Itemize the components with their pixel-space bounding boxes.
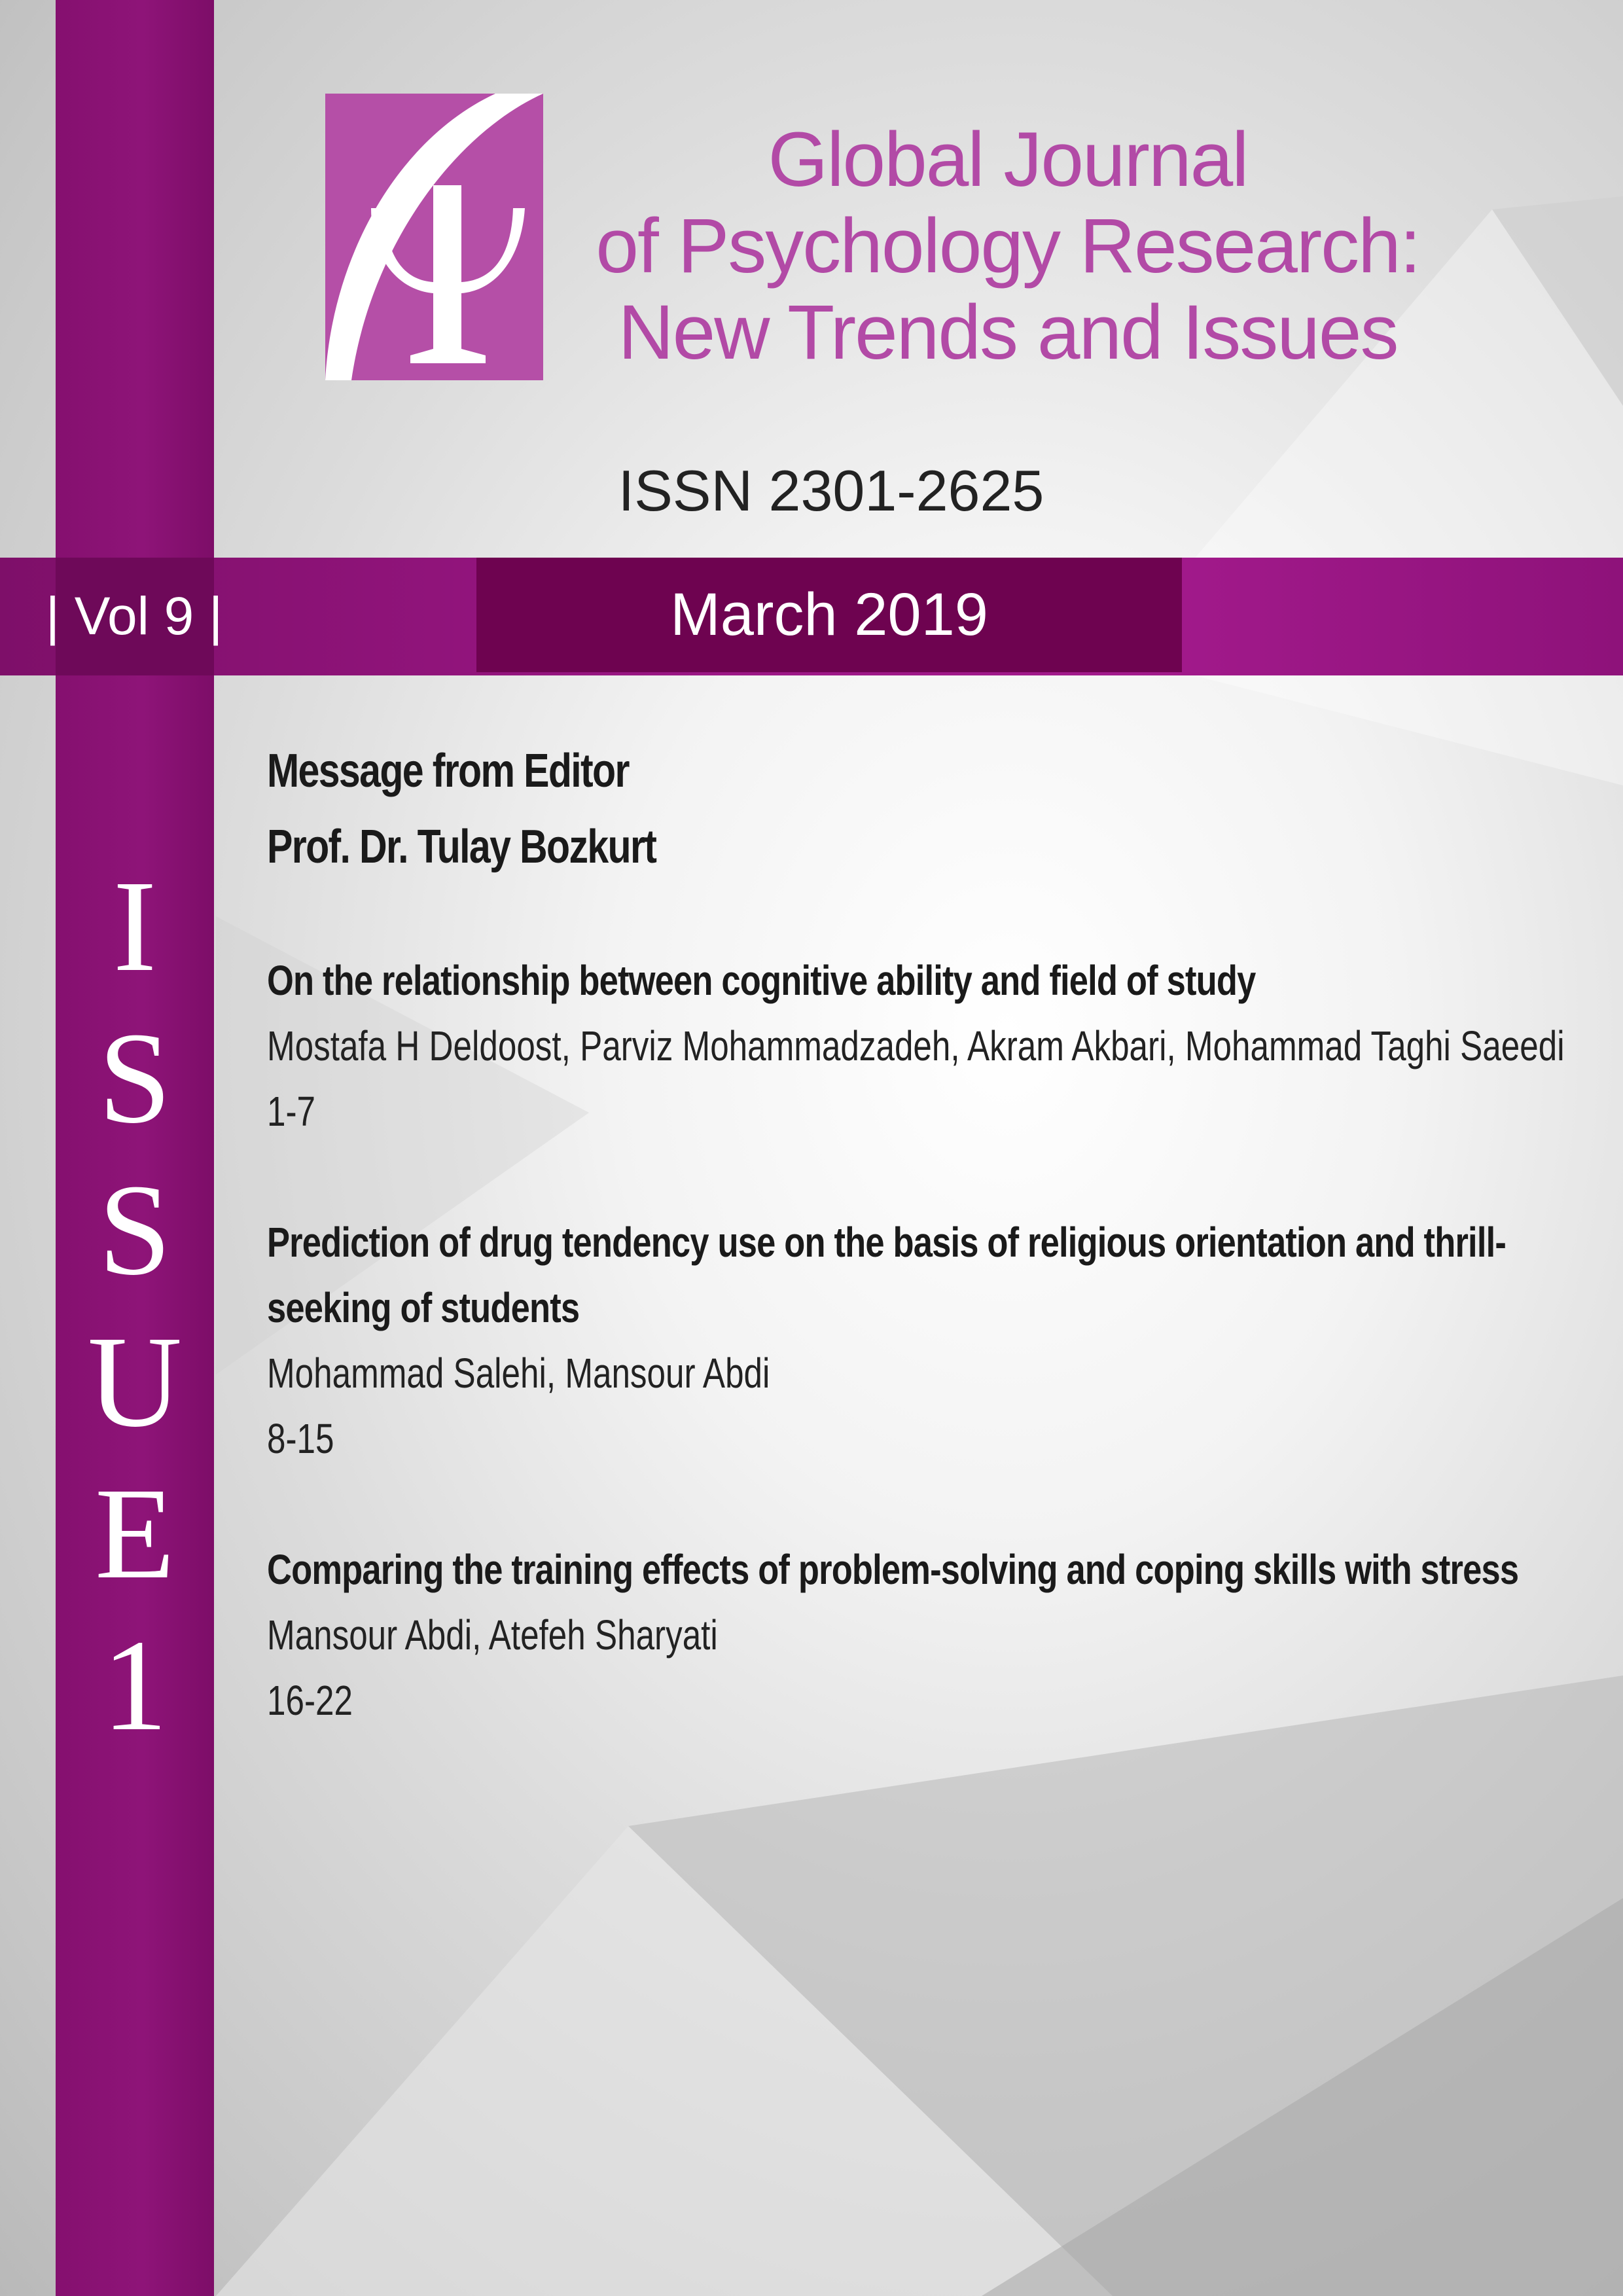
issue-number-vertical [56, 851, 214, 1762]
article-title: On the relationship between cognitive ability and field of study [267, 957, 1256, 1004]
article-authors: Mansour Abdi, Atefeh Sharyati [267, 1611, 718, 1659]
editor-name: Prof. Dr. Tulay Bozkurt [267, 821, 656, 873]
article-entry [267, 948, 1589, 1144]
article-pages: 16-22 [267, 1677, 353, 1724]
issn: ISSN 2301-2625 [618, 458, 1044, 523]
psi-icon [325, 94, 543, 380]
article-title: Prediction of drug tendency use on the basis of religious orientation and thrill-seeking of students [267, 1219, 1506, 1331]
journal-title-line-1: Global Journal [768, 117, 1248, 203]
journal-title-line-3: New Trends and Issues [618, 289, 1398, 376]
article-authors: Mohammad Salehi, Mansour Abdi [267, 1350, 770, 1397]
issue-letter: S [98, 1006, 171, 1151]
issue-date: March 2019 [670, 581, 988, 648]
editor-message: Message from Editor [267, 745, 629, 797]
article-entry [267, 1210, 1589, 1471]
article-entry [267, 1537, 1589, 1733]
article-pages: 1-7 [267, 1088, 315, 1135]
table-of-contents [267, 733, 1589, 1733]
volume-label: | Vol 9 | [45, 586, 223, 646]
issue-letter: U [87, 1310, 183, 1454]
journal-title-line-2: of Psychology Research: [596, 203, 1420, 289]
article-title: Comparing the training effects of problem-solving and coping skills with stress [267, 1546, 1519, 1593]
issue-letter: 1 [102, 1613, 168, 1758]
issue-letter: I [113, 854, 157, 999]
issue-letter: S [98, 1158, 171, 1302]
journal-title [563, 117, 1453, 376]
issue-letter: E [94, 1462, 175, 1606]
article-authors: Mostafa H Deldoost, Parviz Mohammadzadeh, Akram Akbari, Mohammad Taghi Saeedi [267, 1022, 1565, 1069]
article-pages: 8-15 [267, 1415, 334, 1462]
